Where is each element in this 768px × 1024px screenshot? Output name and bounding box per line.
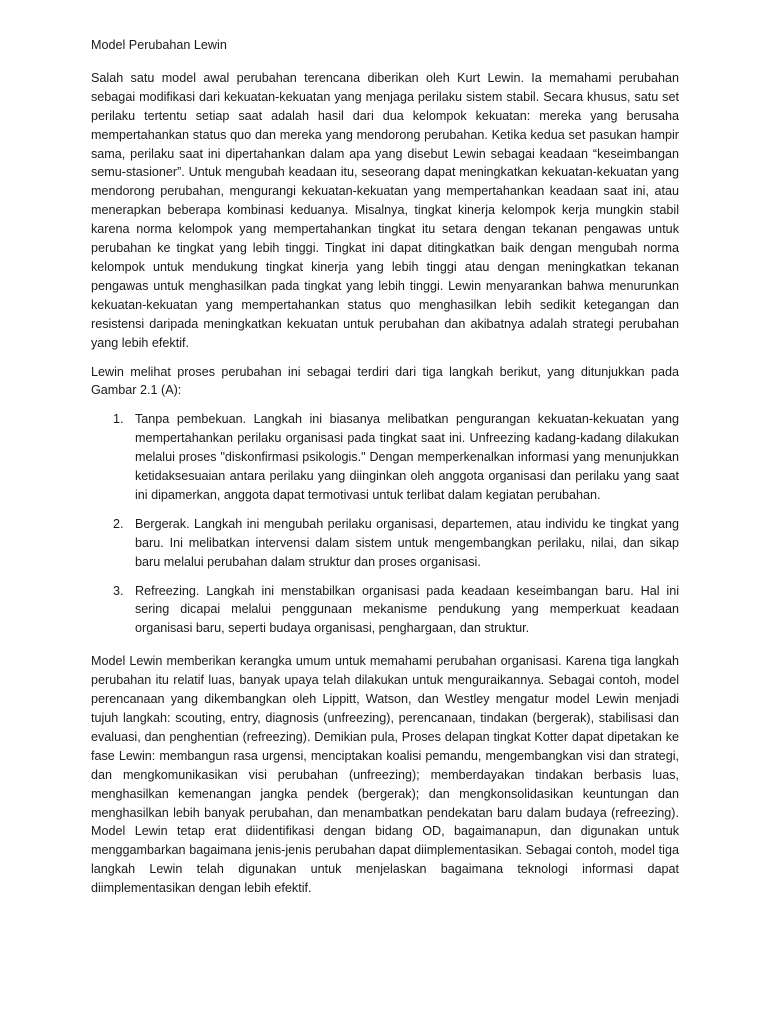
document-title: Model Perubahan Lewin [91,38,227,52]
list-item [91,410,679,505]
list-item [91,515,679,572]
list-item [91,582,679,639]
closing-paragraph: Model Lewin memberikan kerangka umum untuk memahami perubahan organisasi. Karena tiga langkah perubahan itu relatif luas, banyak upaya telah dilakukan untuk menguraikannya. Sebagai contoh, model perencanaan yang dikembangkan oleh Lippitt, Watson, dan Westley mengatur model Lewin menjadi tujuh langkah: scouting, entry, diagnosis (unfreezing), perencanaan, tindakan (bergerak), stabilisasi dan evaluasi, dan penghentian (refreezing). Demikian pula, Proses delapan tingkat Kotter dapat dipetakan ke fase Lewin: membangun rasa urgensi, menciptakan koalisi pemandu, mengembangkan visi dan strategi, dan mengkomunikasikan visi perubahan (unfreezing); memberdayakan tindakan berbasis luas, menghasilkan kemenangan jangka pendek (bergerak); dan mengkonsolidasikan keuntungan dan menghasilkan lebih banyak perubahan, dan menambatkan pendekatan baru dalam budaya (refreezing). Model Lewin tetap erat diidentifikasi dengan bidang OD, bagaimanapun, dan digunakan untuk menggambarkan bagaimana jenis-jenis perubahan dapat diimplementasikan. Sebagai contoh, model tiga langkah Lewin telah digunakan untuk menjelaskan bagaimana teknologi informasi dapat diimplementasikan dengan lebih efektif. [91,654,679,896]
list-item-number: 3. [113,583,124,598]
document-page [91,36,679,908]
steps-intro-paragraph: Lewin melihat proses perubahan ini sebagai terdiri dari tiga langkah berikut, yang ditunjukkan pada Gambar 2.1 (A): [91,364,679,398]
steps-list [91,410,679,638]
list-item-text: Tanpa pembekuan. Langkah ini biasanya melibatkan pengurangan kekuatan-kekuatan yang mempertahankan perilaku organisasi pada tingkat saat ini. Unfreezing kadang-kadang dilakukan melalui proses "diskonfirmasi psikologis." Dengan memperkenalkan informasi yang menunjukkan ketidaksesuaian antara perilaku yang diinginkan oleh anggota organisasi dan perilaku yang saat ini dipamerkan, anggota dapat termotivasi untuk terlibat dalam kegiatan perubahan. [135,412,679,502]
list-item-text: Refreezing. Langkah ini menstabilkan organisasi pada keadaan keseimbangan baru. Hal ini sering dicapai melalui penggunaan mekanisme pendukung yang memperkuat keadaan organisasi baru, seperti budaya organisasi, penghargaan, dan struktur. [135,583,679,636]
intro-paragraph: Salah satu model awal perubahan terencana diberikan oleh Kurt Lewin. Ia memahami perubahan sebagai modifikasi dari kekuatan-kekuatan yang menjaga perilaku sistem stabil. Secara khusus, satu set perilaku tertentu setiap saat adalah hasil dari dua kelompok kekuatan: mereka yang berusaha mempertahankan status quo dan mereka yang mendorong perubahan. Ketika kedua set pasukan hampir sama, perilaku saat ini dipertahankan dalam apa yang disebut Lewin sebagai keadaan “keseimbangan semu-stasioner”. Untuk mengubah keadaan itu, seseorang dapat meningkatkan kekuatan-kekuatan yang mendorong perubahan, mengurangi kekuatan-kekuatan yang mempertahankan keadaan saat ini, atau menerapkan beberapa kombinasi keduanya. Misalnya, tingkat kinerja kelompok kerja mungkin stabil karena norma kelompok yang mempertahankan tingkat itu setara dengan tekanan pengawas untuk perubahan ke tingkat yang lebih tinggi. Tingkat ini dapat ditingkatkan baik dengan mengubah norma kelompok untuk mendukung tingkat kinerja yang lebih tinggi atau dengan meningkatkan tekanan pengawas untuk menghasilkan pada tingkat yang lebih tinggi. Lewin menyarankan bahwa menurunkan kekuatan-kekuatan yang mempertahankan status quo menghasilkan lebih sedikit ketegangan dan resistensi daripada meningkatkan kekuatan untuk perubahan dan akibatnya adalah strategi perubahan yang lebih efektif. [91,70,679,350]
list-item-number: 2. [113,516,124,531]
list-item-text: Bergerak. Langkah ini mengubah perilaku organisasi, departemen, atau individu ke tingkat yang baru. Ini melibatkan intervensi dalam sistem untuk mengembangkan perilaku, nilai, dan sikap baru melalui perubahan dalam struktur dan proses organisasi. [135,516,679,569]
list-item-number: 1. [113,412,124,427]
